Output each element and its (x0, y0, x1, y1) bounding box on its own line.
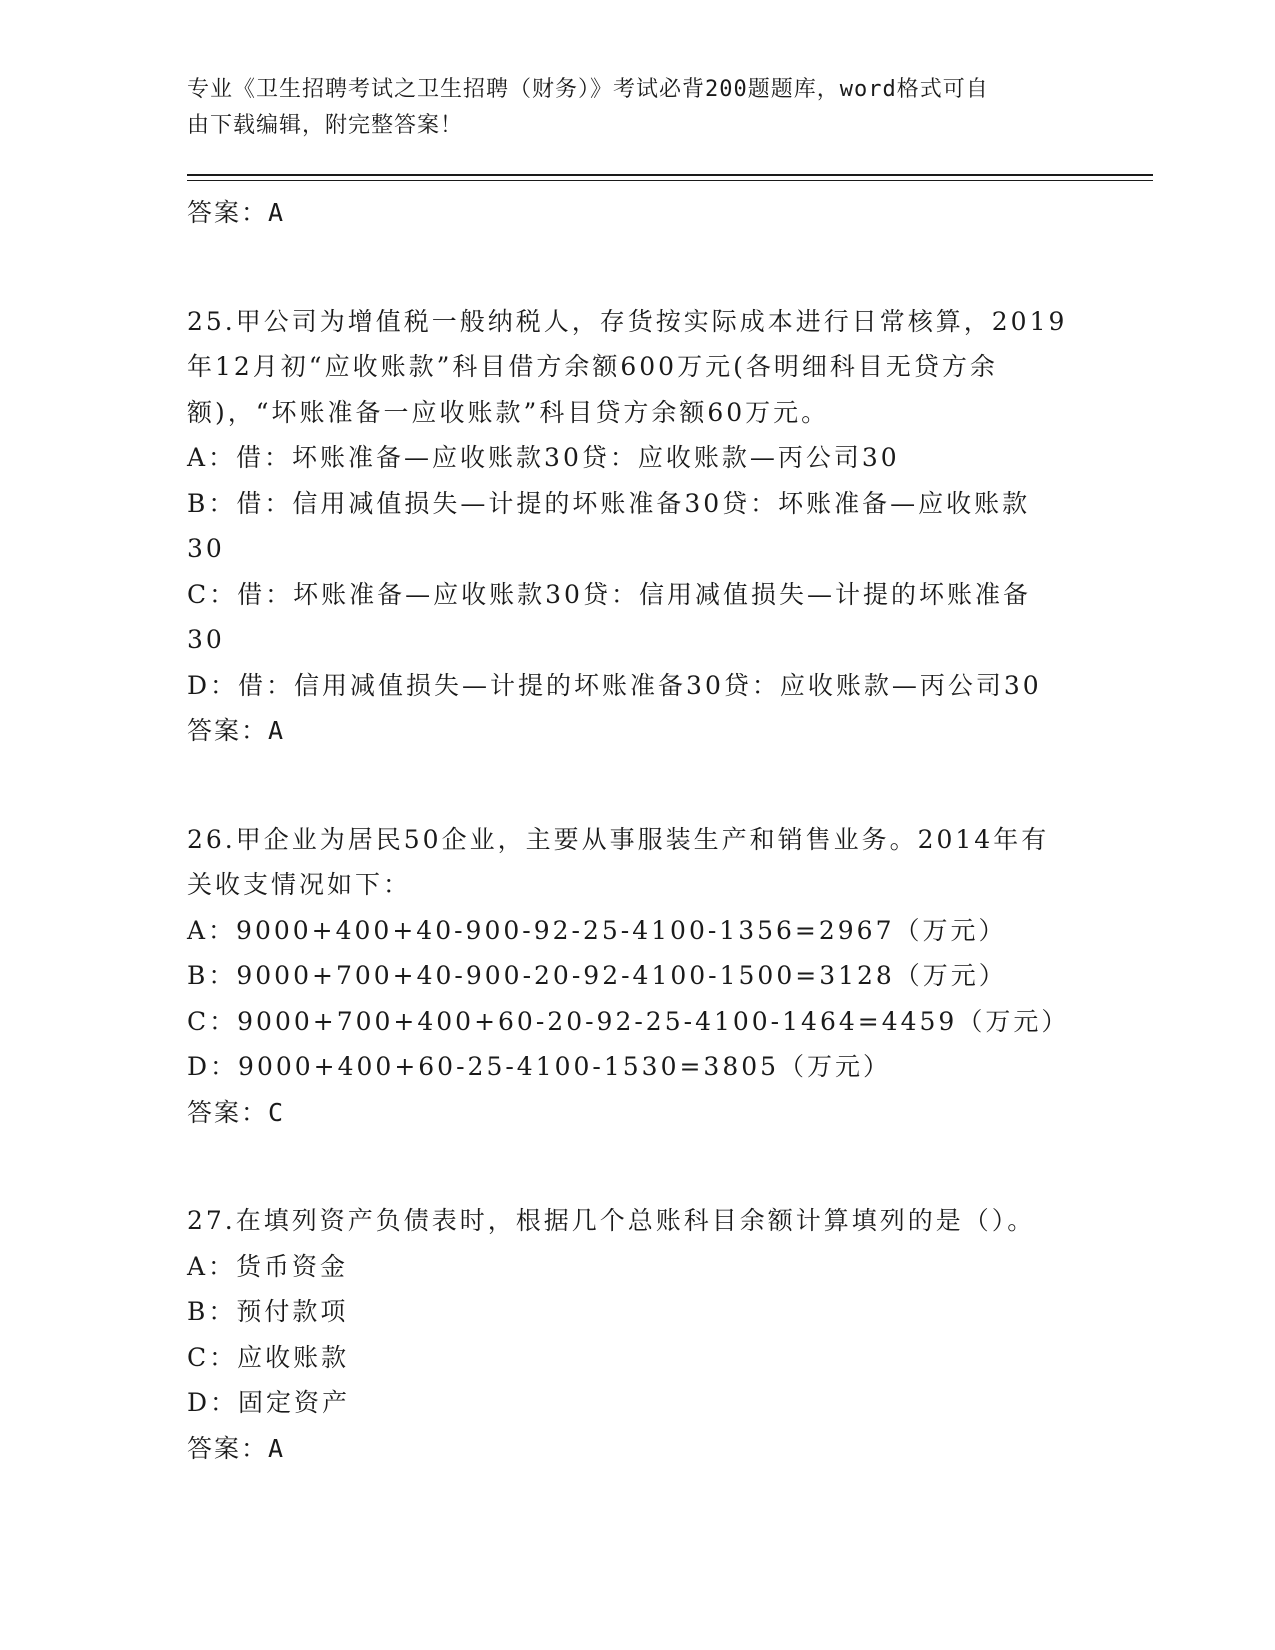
answer: 答案：A (187, 1433, 286, 1463)
option-c: C：借：坏账准备—应收账款30贷：信用减值损失—计提的坏账准备 (187, 579, 1031, 609)
option-c: C：9000+700+400+60-20-92-25-4100-1464=4459（万元） (187, 1006, 1070, 1036)
option-d: D：借：信用减值损失—计提的坏账准备30贷：应收账款—丙公司30 (187, 670, 1042, 700)
question-text-line: 26.甲企业为居民50企业，主要从事服装生产和销售业务。2014年有 (187, 824, 1050, 854)
question-26 (187, 817, 1087, 1136)
question-27 (187, 1198, 1087, 1471)
question-25 (187, 299, 1087, 754)
question-text-line: 年12月初“应收账款”科目借方余额600万元(各明细科目无贷方余 (187, 352, 998, 381)
question-list (187, 190, 1087, 1471)
option-b: B：借：信用减值损失—计提的坏账准备30贷：坏账准备—应收账款 (187, 488, 1031, 518)
question-text-line: 27.在填列资产负债表时，根据几个总账科目余额计算填列的是（）。 (187, 1206, 1036, 1235)
option-b: B：预付款项 (187, 1297, 349, 1326)
document-header (187, 72, 1067, 144)
option-b-continued: 30 (187, 534, 225, 563)
header-divider-thin (187, 180, 1153, 181)
question-text-line: 额)，“坏账准备一应收账款”科目贷方余额60万元。 (187, 397, 830, 427)
question-text-line: 关收支情况如下： (187, 870, 412, 899)
option-a: A：货币资金 (187, 1251, 349, 1281)
answer: 答案：A (187, 716, 286, 745)
option-b: B：9000+700+40-900-20-92-4100-1500=3128（万元） (187, 961, 1007, 990)
option-a: A：借：坏账准备—应收账款30贷：应收账款—丙公司30 (187, 443, 900, 472)
header-divider-thick (187, 174, 1153, 176)
question-text-line: 25.甲公司为增值税一般纳税人，存货按实际成本进行日常核算，2019 (187, 306, 1068, 336)
previous-answer: 答案：A (187, 198, 286, 227)
header-line-2: 由下载编辑，附完整答案！ (187, 113, 464, 138)
answer: 答案：C (187, 1097, 286, 1127)
option-d: D：9000+400+60-25-4100-1530=3805（万元） (187, 1052, 892, 1081)
option-a: A：9000+400+40-900-92-25-4100-1356=2967（万元） (187, 915, 1007, 945)
option-d: D：固定资产 (187, 1388, 351, 1417)
option-c-continued: 30 (187, 625, 225, 654)
header-line-1: 专业《卫生招聘考试之卫生招聘（财务）》考试必背200题题库，word格式可自 (187, 77, 989, 102)
option-c: C：应收账款 (187, 1342, 350, 1372)
